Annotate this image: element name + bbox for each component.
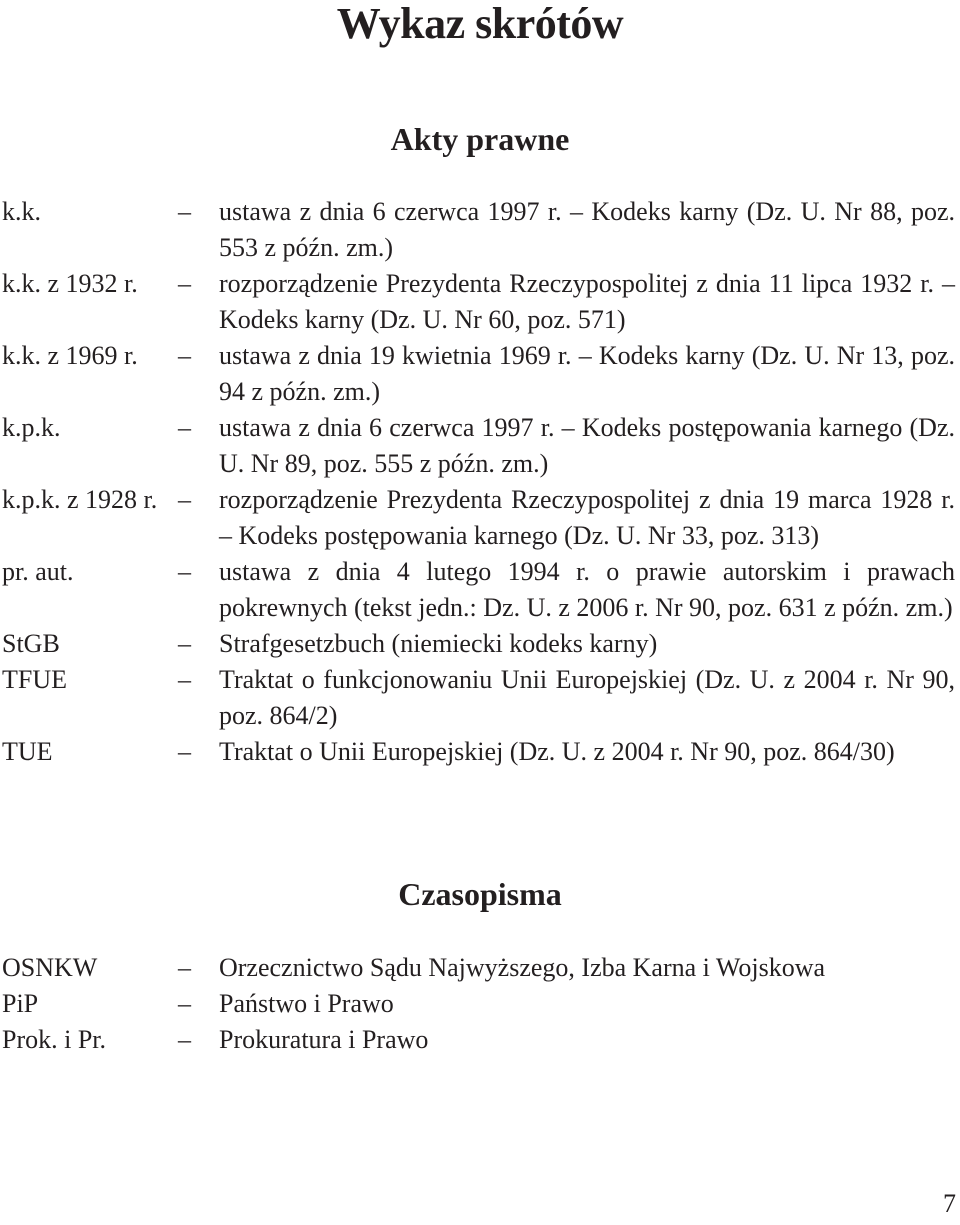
abbreviation-term: k.p.k.	[2, 413, 61, 442]
section-heading-czasopisma: Czasopisma	[398, 876, 562, 912]
abbreviation-entry	[0, 482, 960, 554]
abbreviation-entry	[0, 194, 960, 266]
abbreviation-description: rozporządzenie Prezydenta Rzeczypospolitej z dnia 19 marca 1928 r. – Kodeks postępowania karnego (Dz. U. Nr 33, poz. 313)	[219, 485, 955, 550]
abbreviation-description: Traktat o funkcjonowaniu Unii Europejskiej (Dz. U. z 2004 r. Nr 90, poz. 864/2)	[219, 665, 955, 730]
abbreviation-term: PiP	[2, 989, 39, 1018]
entry-dash: –	[178, 269, 191, 298]
abbreviation-term: k.k. z 1932 r.	[2, 269, 138, 298]
section-heading-akty-prawne: Akty prawne	[390, 121, 570, 157]
abbreviation-entry	[0, 734, 960, 770]
entry-dash: –	[178, 953, 191, 982]
abbreviation-description: Państwo i Prawo	[219, 989, 394, 1018]
abbreviation-description: Strafgesetzbuch (niemiecki kodeks karny)	[219, 629, 658, 658]
abbreviation-description: Orzecznictwo Sądu Najwyższego, Izba Karna i Wojskowa	[219, 953, 826, 982]
entry-dash: –	[178, 557, 191, 586]
abbreviation-entry	[0, 986, 960, 1022]
abbreviation-description: rozporządzenie Prezydenta Rzeczypospolitej z dnia 11 lipca 1932 r. – Kodeks karny (Dz. U. Nr 60, poz. 571)	[219, 269, 955, 334]
entry-dash: –	[178, 413, 191, 442]
abbreviation-entry	[0, 1022, 960, 1058]
abbreviation-term: TFUE	[2, 665, 67, 694]
entry-dash: –	[178, 341, 191, 370]
entry-dash: –	[178, 485, 191, 514]
abbreviation-description: Prokuratura i Prawo	[219, 1025, 429, 1054]
abbreviation-description: ustawa z dnia 19 kwietnia 1969 r. – Kodeks karny (Dz. U. Nr 13, poz. 94 z późn. zm.)	[219, 341, 955, 406]
abbreviation-description: Traktat o Unii Europejskiej (Dz. U. z 2004 r. Nr 90, poz. 864/30)	[219, 737, 895, 766]
abbreviation-description: ustawa z dnia 6 czerwca 1997 r. – Kodeks postępowania karnego (Dz. U. Nr 89, poz. 555 z późn. zm.)	[219, 413, 955, 478]
abbreviation-list-akty-prawne	[0, 194, 960, 770]
abbreviation-entry	[0, 338, 960, 410]
abbreviation-term: StGB	[2, 629, 60, 658]
abbreviation-entry	[0, 266, 960, 338]
abbreviation-term: pr. aut.	[2, 557, 74, 586]
abbreviation-term: k.k. z 1969 r.	[2, 341, 138, 370]
entry-dash: –	[178, 989, 191, 1018]
abbreviation-entry	[0, 662, 960, 734]
abbreviation-entry	[0, 554, 960, 626]
abbreviation-term: k.p.k. z 1928 r.	[2, 485, 158, 514]
entry-dash: –	[178, 629, 191, 658]
entry-dash: –	[178, 1025, 191, 1054]
abbreviation-entry	[0, 950, 960, 986]
entry-dash: –	[178, 737, 191, 766]
abbreviation-description: ustawa z dnia 4 lutego 1994 r. o prawie autorskim i prawach pokrewnych (tekst jedn.: Dz. U. z 2006 r. Nr 90, poz. 631 z późn. zm.)	[219, 557, 955, 622]
abbreviation-entry	[0, 410, 960, 482]
abbreviation-entry	[0, 626, 960, 662]
abbreviation-term: k.k.	[2, 197, 41, 226]
entry-dash: –	[178, 197, 191, 226]
page-title: Wykaz skrótów	[336, 0, 624, 48]
abbreviation-term: Prok. i Pr.	[2, 1025, 107, 1054]
abbreviation-term: OSNKW	[2, 953, 98, 982]
entry-dash: –	[178, 665, 191, 694]
abbreviation-term: TUE	[2, 737, 53, 766]
abbreviation-list-czasopisma	[0, 950, 960, 1058]
page-number: 7	[943, 1189, 956, 1218]
abbreviation-description: ustawa z dnia 6 czerwca 1997 r. – Kodeks karny (Dz. U. Nr 88, poz. 553 z późn. zm.)	[219, 197, 955, 262]
